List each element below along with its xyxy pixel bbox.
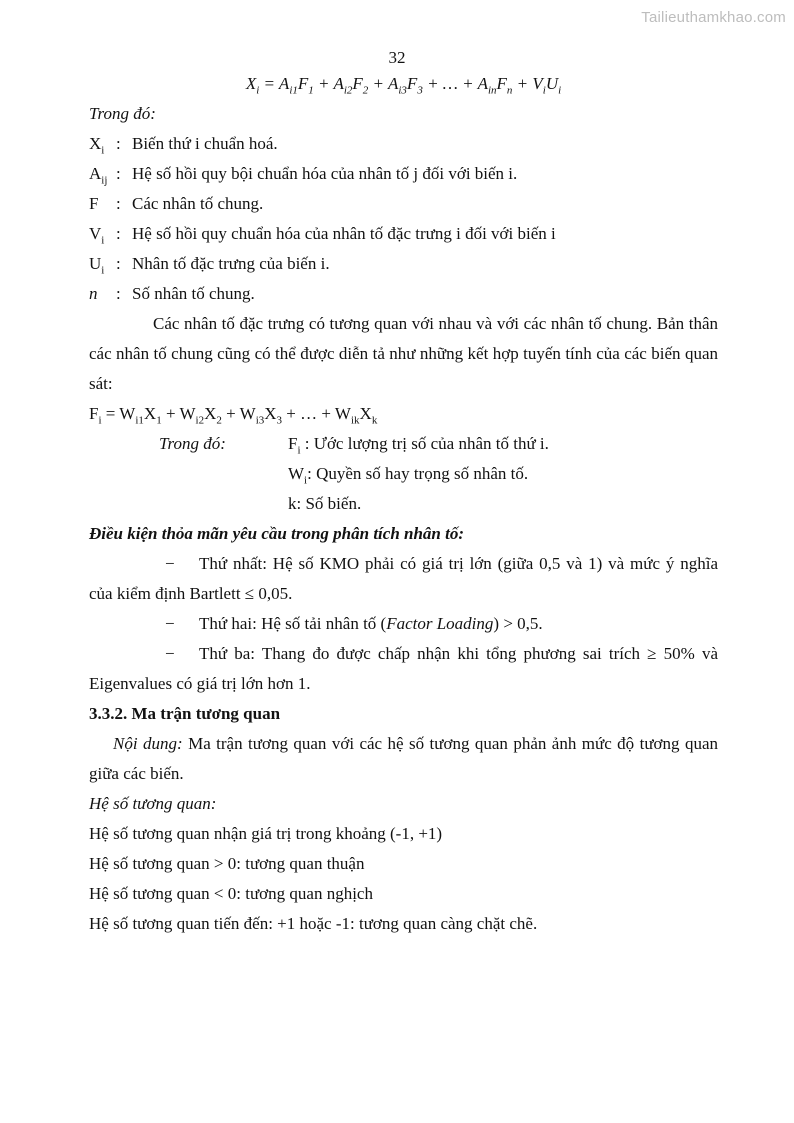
def-colon: : — [116, 254, 121, 273]
def-colon: : — [116, 284, 121, 303]
def-desc: Số nhân tố chung. — [132, 284, 255, 303]
def-term: n — [89, 284, 98, 303]
def-term: $U_i$ — [89, 254, 105, 277]
def-row-ui — [89, 249, 718, 279]
he-so-tuong-quan-label: Hệ số tương quan: — [89, 794, 217, 813]
dash-bullet: − — [165, 554, 175, 573]
def-desc: Hệ số hồi quy chuẩn hóa của nhân tố đặc trưng i đối với biến i — [132, 224, 556, 243]
def-desc: Biến thứ i chuẩn hoá. — [132, 134, 278, 153]
def-row-xi — [89, 129, 718, 159]
def-colon: : — [116, 134, 121, 153]
def-desc: Hệ số hồi quy bội chuẩn hóa của nhân tố j đối với biến i. — [132, 164, 518, 183]
defs2-row-k — [89, 489, 718, 519]
bullet-third — [89, 639, 718, 699]
page-content — [89, 69, 718, 939]
paragraph-noi-dung — [89, 729, 718, 789]
conditions-heading: Điều kiện thỏa mãn yêu cầu trong phân tích nhân tố: — [89, 524, 465, 543]
noi-dung-label: Nội dung: — [113, 734, 183, 753]
bullet-first — [89, 549, 718, 609]
def-term: $A_{ij}$ — [89, 164, 108, 187]
bullet-text: Thứ nhất: Hệ số KMO phải có giá trị lớn (giữa 0,5 và 1) và mức ý nghĩa của kiểm định Bartlett ≤ 0,05. — [89, 554, 718, 603]
correlation-line-negative: Hệ số tương quan < 0: tương quan nghịch — [89, 884, 373, 903]
def-term: $V_i$ — [89, 224, 105, 247]
correlation-line-range: Hệ số tương quan nhận giá trị trong khoảng (-1, +1) — [89, 824, 443, 843]
defs1-label: Trong đó: — [89, 104, 156, 123]
dash-bullet: − — [165, 644, 175, 663]
page-number: 32 — [388, 48, 406, 67]
def-term: F — [89, 194, 99, 213]
def-colon: : — [116, 194, 121, 213]
defs2-def: $F_i$ : Ước lượng trị số của nhân tố thứ i. — [288, 434, 549, 457]
def-row-n — [89, 279, 718, 309]
dash-bullet: − — [165, 614, 175, 633]
defs2-label: Trong đó: — [159, 434, 226, 453]
correlation-line-positive: Hệ số tương quan > 0: tương quan thuận — [89, 854, 365, 873]
noi-dung-text: Ma trận tương quan với các hệ số tương quan phản ảnh mức độ tương quan giữa các biến. — [89, 734, 718, 783]
def-row-f — [89, 189, 718, 219]
bullet-text: Thứ hai: Hệ số tải nhân tố (Factor Loading) > 0,5. — [199, 614, 543, 633]
def-colon: : — [116, 224, 121, 243]
bullet-text: Thứ ba: Thang đo được chấp nhận khi tổng phương sai trích ≥ 50% và Eigenvalues có giá trị lớn hơn 1. — [89, 644, 718, 693]
def-desc: Nhân tố đặc trưng của biến i. — [132, 254, 330, 273]
watermark: Tailieuthamkhao.com — [641, 9, 786, 26]
defs2-def: k: Số biến. — [288, 494, 362, 513]
def-row-vi — [89, 219, 718, 249]
defs2-label-empty — [89, 489, 288, 519]
correlation-line-limit: Hệ số tương quan tiến đến: +1 hoặc -1: tương quan càng chặt chẽ. — [89, 914, 538, 933]
defs2-def: $W_i$: Quyền số hay trọng số nhân tố. — [288, 464, 529, 487]
def-desc: Các nhân tố chung. — [132, 194, 264, 213]
defs2-row-wi — [89, 459, 718, 489]
bullet-second — [89, 609, 718, 639]
paragraph-common-factors: Các nhân tố đặc trưng có tương quan với nhau và với các nhân tố chung. Bản thân các nhân tố chung cũng có thể được diễn tả như những kết hợp tuyến tính của các biến quan sát: — [89, 314, 718, 393]
def-row-aij — [89, 159, 718, 189]
def-term: $X_i$ — [89, 134, 105, 157]
defs2-row-fi — [89, 429, 718, 459]
defs2-label-empty — [89, 459, 288, 489]
section-heading-332: 3.3.2. Ma trận tương quan — [89, 704, 281, 723]
formula-factor-score: $F_i = W_{i1}X_1 + W_{i2}X_2 + W_{i3}X_3$ + … + $W_{ik}X_k$ — [89, 404, 378, 427]
def-colon: : — [116, 164, 121, 183]
formula-factor-model: $X_i = A_{i1}F_1 + A_{i2}F_2 + A_{i3}F_3$ + … + $A_{in}F_n + V_iU_i$ — [245, 74, 562, 97]
